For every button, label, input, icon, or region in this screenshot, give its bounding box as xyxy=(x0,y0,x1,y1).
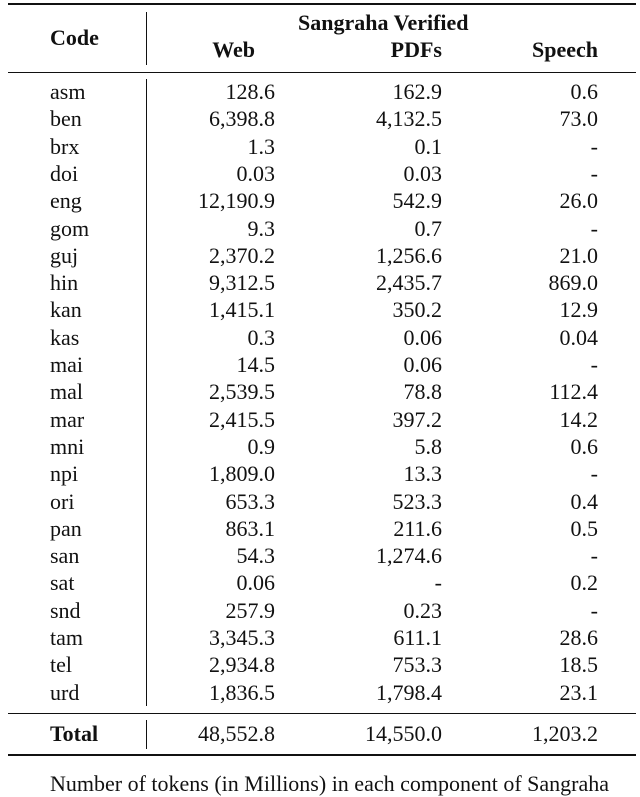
cell-speech: 112.4 xyxy=(549,379,598,405)
cell-pdfs: 2,435.7 xyxy=(376,270,442,296)
cell-speech: - xyxy=(590,352,598,377)
header-group: Sangraha Verified xyxy=(298,10,469,35)
cell-code: mai xyxy=(50,352,83,377)
cell-web: 257.9 xyxy=(225,597,275,623)
cell-pdfs: 1,256.6 xyxy=(376,242,442,268)
cell-web: 9.3 xyxy=(247,215,275,241)
table-mid-rule xyxy=(8,72,636,73)
cell-pdfs: 0.23 xyxy=(403,597,442,623)
cell-web: 2,539.5 xyxy=(209,379,275,405)
cell-speech: - xyxy=(590,215,598,241)
cell-web: 653.3 xyxy=(225,488,275,514)
cell-web: 2,370.2 xyxy=(209,242,275,268)
cell-web: 6,398.8 xyxy=(209,106,275,132)
cell-web: 1.3 xyxy=(247,133,275,159)
cell-speech: - xyxy=(590,461,598,487)
cell-code: kas xyxy=(50,324,80,350)
cell-pdfs: 397.2 xyxy=(392,406,442,432)
cell-code: ori xyxy=(50,488,75,514)
cell-speech: 14.2 xyxy=(559,406,598,432)
cell-code: kan xyxy=(50,297,82,323)
cell-code: urd xyxy=(50,679,80,705)
cell-pdfs: 162.9 xyxy=(392,79,442,104)
cell-code: npi xyxy=(50,461,79,487)
cell-code: doi xyxy=(50,160,79,186)
cell-code: hin xyxy=(50,270,79,296)
header-speech: Speech xyxy=(532,37,598,62)
cell-speech: - xyxy=(590,543,598,569)
cell-web: 9,312.5 xyxy=(209,270,275,296)
cell-code: tam xyxy=(50,625,83,650)
cell-code: sat xyxy=(50,570,75,596)
cell-speech: - xyxy=(590,160,598,186)
total-web: 48,552.8 xyxy=(198,721,275,746)
cell-code: guj xyxy=(50,242,79,268)
cell-web: 12,190.9 xyxy=(198,188,275,214)
cell-pdfs: - xyxy=(434,570,442,596)
table-bottom-rule xyxy=(8,754,636,756)
cell-pdfs: 0.06 xyxy=(403,324,442,350)
cell-web: 0.3 xyxy=(247,324,275,350)
cell-web: 2,415.5 xyxy=(209,406,275,432)
cell-speech: 28.6 xyxy=(559,625,598,650)
cell-pdfs: 0.7 xyxy=(414,215,442,241)
cell-pdfs: 753.3 xyxy=(392,652,442,678)
cell-code: mal xyxy=(50,379,83,405)
cell-web: 0.03 xyxy=(236,160,275,186)
table-caption: Number of tokens (in Millions) in each component of Sangraha xyxy=(50,771,610,796)
cell-speech: 73.0 xyxy=(559,106,598,132)
total-pdfs: 14,550.0 xyxy=(365,721,442,746)
cell-web: 1,836.5 xyxy=(209,679,275,705)
cell-speech: 21.0 xyxy=(559,242,598,268)
cell-web: 128.6 xyxy=(225,79,275,104)
cell-pdfs: 523.3 xyxy=(392,488,442,514)
cell-pdfs: 211.6 xyxy=(393,515,442,541)
cell-speech: 12.9 xyxy=(559,297,598,323)
header-code: Code xyxy=(50,25,99,50)
cell-code: snd xyxy=(50,597,81,623)
total-separator xyxy=(146,720,147,749)
cell-speech: 869.0 xyxy=(548,270,598,296)
total-label: Total xyxy=(50,721,99,746)
cell-web: 0.06 xyxy=(236,570,275,596)
cell-code: brx xyxy=(50,133,80,159)
cell-pdfs: 1,274.6 xyxy=(376,543,442,569)
cell-code: asm xyxy=(50,79,86,104)
header-web: Web xyxy=(212,37,255,62)
cell-speech: 0.04 xyxy=(559,324,598,350)
header-pdfs: PDFs xyxy=(390,37,442,62)
cell-code: ben xyxy=(50,106,82,132)
cell-speech: 0.6 xyxy=(570,79,598,104)
cell-web: 1,809.0 xyxy=(209,461,275,487)
cell-speech: - xyxy=(590,597,598,623)
cell-pdfs: 350.2 xyxy=(392,297,442,323)
cell-speech: 26.0 xyxy=(559,188,598,214)
cell-code: tel xyxy=(50,652,72,678)
cell-speech: 0.6 xyxy=(570,433,598,459)
cell-pdfs: 542.9 xyxy=(392,188,442,214)
cell-speech: 0.5 xyxy=(570,515,598,541)
cell-code: gom xyxy=(50,215,90,241)
cell-code: eng xyxy=(50,188,82,214)
cell-speech: - xyxy=(590,133,598,159)
cell-web: 3,345.3 xyxy=(209,625,275,650)
body-separator xyxy=(146,79,147,706)
cell-web: 1,415.1 xyxy=(209,297,275,323)
cell-pdfs: 5.8 xyxy=(414,433,442,459)
cell-pdfs: 611.1 xyxy=(393,625,442,650)
total-rule xyxy=(8,713,636,714)
cell-web: 2,934.8 xyxy=(209,652,275,678)
cell-code: mar xyxy=(50,406,85,432)
cell-speech: 0.2 xyxy=(570,570,598,596)
cell-speech: 18.5 xyxy=(559,652,598,678)
cell-web: 863.1 xyxy=(225,515,275,541)
cell-pdfs: 0.06 xyxy=(403,352,442,377)
cell-pdfs: 0.03 xyxy=(403,160,442,186)
cell-code: mni xyxy=(50,433,85,459)
cell-pdfs: 4,132.5 xyxy=(376,106,442,132)
cell-web: 0.9 xyxy=(247,433,275,459)
cell-pdfs: 1,798.4 xyxy=(376,679,442,705)
header-separator xyxy=(146,12,147,65)
cell-code: san xyxy=(50,543,80,569)
cell-speech: 23.1 xyxy=(559,679,598,705)
cell-code: pan xyxy=(50,515,82,541)
cell-pdfs: 13.3 xyxy=(403,461,442,487)
cell-pdfs: 78.8 xyxy=(403,379,442,405)
cell-pdfs: 0.1 xyxy=(414,133,442,159)
cell-web: 54.3 xyxy=(236,543,275,569)
cell-web: 14.5 xyxy=(236,352,275,377)
table-top-rule xyxy=(8,3,636,5)
cell-speech: 0.4 xyxy=(570,488,598,514)
total-speech: 1,203.2 xyxy=(532,721,598,746)
